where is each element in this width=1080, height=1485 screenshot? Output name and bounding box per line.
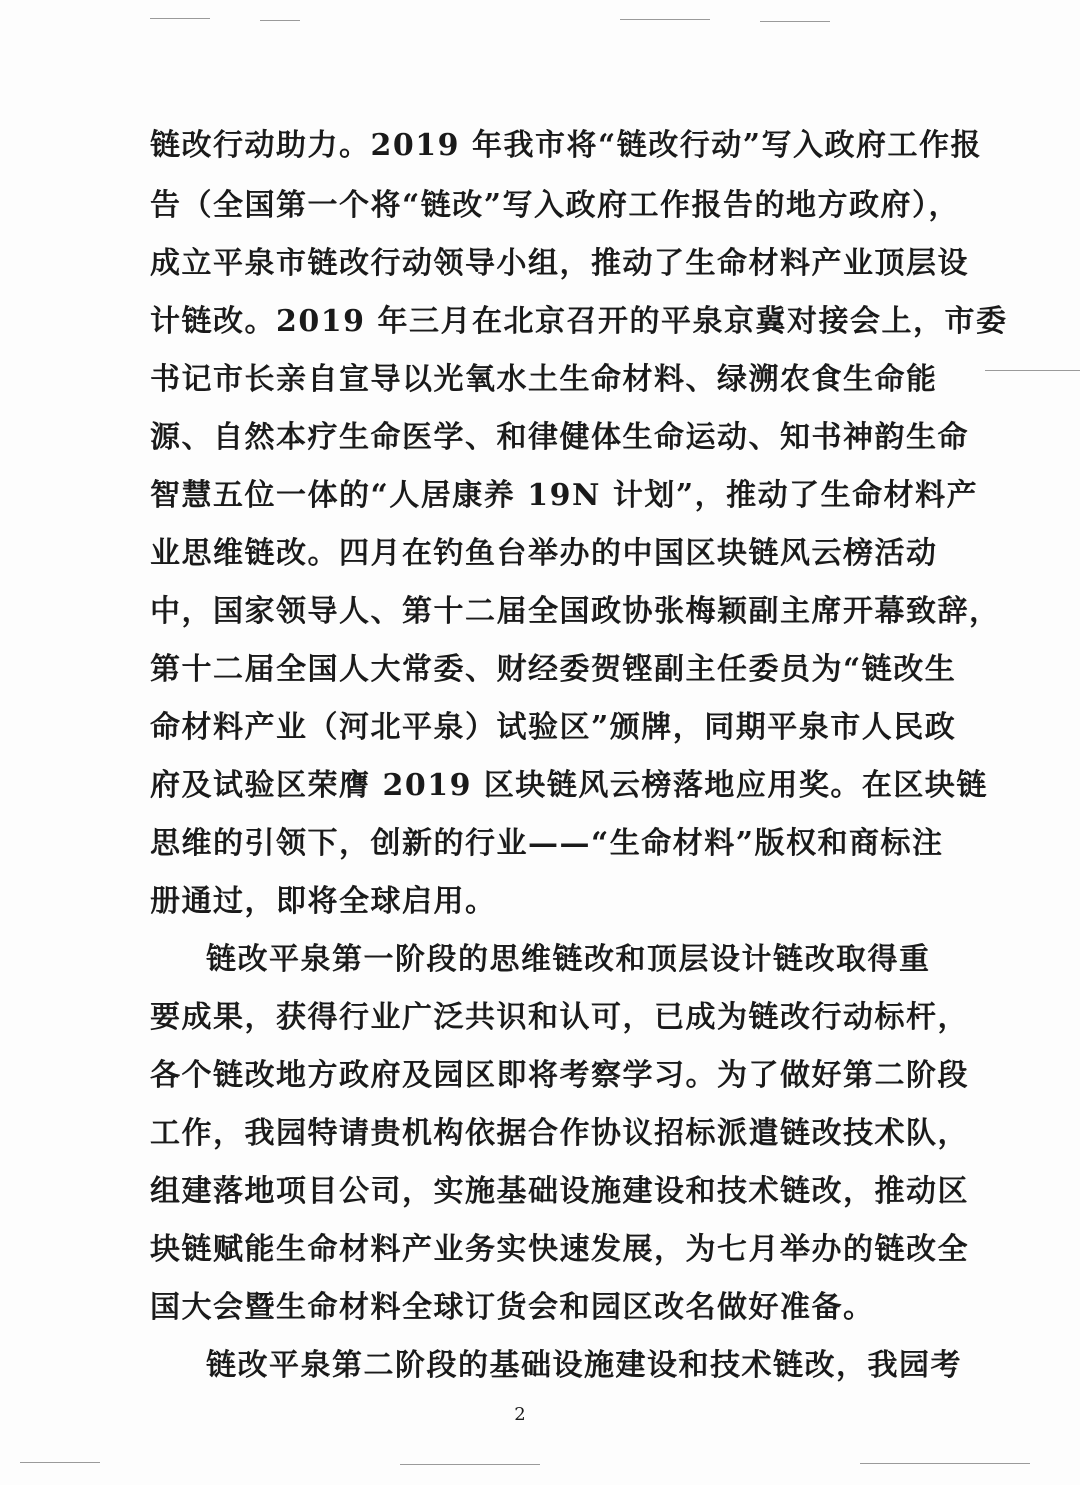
scan-edge-bottom: [400, 1464, 540, 1465]
body-text-line: 告（全国第一个将“链改”写入政府工作报告的地方政府），: [150, 188, 961, 223]
body-text-line: 业思维链改。四月在钓鱼台举办的中国区块链风云榜活动: [150, 536, 938, 571]
scan-edge-right: [985, 370, 1080, 371]
body-text-line: 各个链改地方政府及园区即将考察学习。为了做好第二阶段: [150, 1058, 969, 1093]
body-text-line: 第十二届全国人大常委、财经委贺铿副主任委员为“链改生: [150, 652, 957, 687]
body-text-line: 源、自然本疗生命医学、和律健体生命运动、知书神韵生命: [150, 420, 969, 455]
body-text-line: 成立平泉市链改行动领导小组，推动了生命材料产业顶层设: [150, 246, 969, 281]
scan-edge-top: [150, 18, 210, 19]
page-number: 2: [514, 1404, 526, 1425]
body-text-line: 国大会暨生命材料全球订货会和园区改名做好准备。: [150, 1290, 875, 1325]
scan-edge-bottom: [860, 1463, 1030, 1464]
body-text-line: 工作，我园特请贵机构依据合作协议招标派遣链改技术队，: [150, 1116, 969, 1151]
body-text-line: 智慧五位一体的“人居康养 19N 计划”，推动了生命材料产: [150, 478, 979, 513]
scan-edge-bottom: [20, 1462, 100, 1463]
body-text-line: 书记市长亲自宣导以光氧水土生命材料、绿溯农食生命能: [150, 362, 938, 397]
body-text-line: 组建落地项目公司，实施基础设施建设和技术链改，推动区: [150, 1174, 969, 1209]
body-text-line: 思维的引领下，创新的行业——“生命材料”版权和商标注: [150, 826, 944, 861]
body-text-line: 册通过，即将全球启用。: [150, 884, 497, 919]
body-text-line: 块链赋能生命材料产业务实快速发展，为七月举办的链改全: [150, 1232, 969, 1267]
body-text-line: 计链改。2019 年三月在北京召开的平泉京冀对接会上，市委: [150, 304, 1008, 339]
body-text-line: 命材料产业（河北平泉）试验区”颁牌，同期平泉市人民政: [150, 710, 957, 745]
scan-edge-top: [260, 20, 300, 21]
body-text-line: 中，国家领导人、第十二届全国政协张梅颖副主席开幕致辞，: [150, 594, 1001, 629]
paragraph-first-line: 链改平泉第二阶段的基础设施建设和技术链改，我园考: [206, 1348, 962, 1383]
scan-edge-top: [620, 19, 710, 20]
paragraph-first-line: 链改平泉第一阶段的思维链改和顶层设计链改取得重: [206, 942, 931, 977]
body-text-line: 府及试验区荣膺 2019 区块链风云榜落地应用奖。在区块链: [150, 768, 988, 803]
body-text-line: 要成果，获得行业广泛共识和认可，已成为链改行动标杆，: [150, 1000, 969, 1035]
scan-edge-top: [760, 21, 830, 22]
body-text-line: 链改行动助力。2019 年我市将“链改行动”写入政府工作报: [150, 128, 982, 163]
